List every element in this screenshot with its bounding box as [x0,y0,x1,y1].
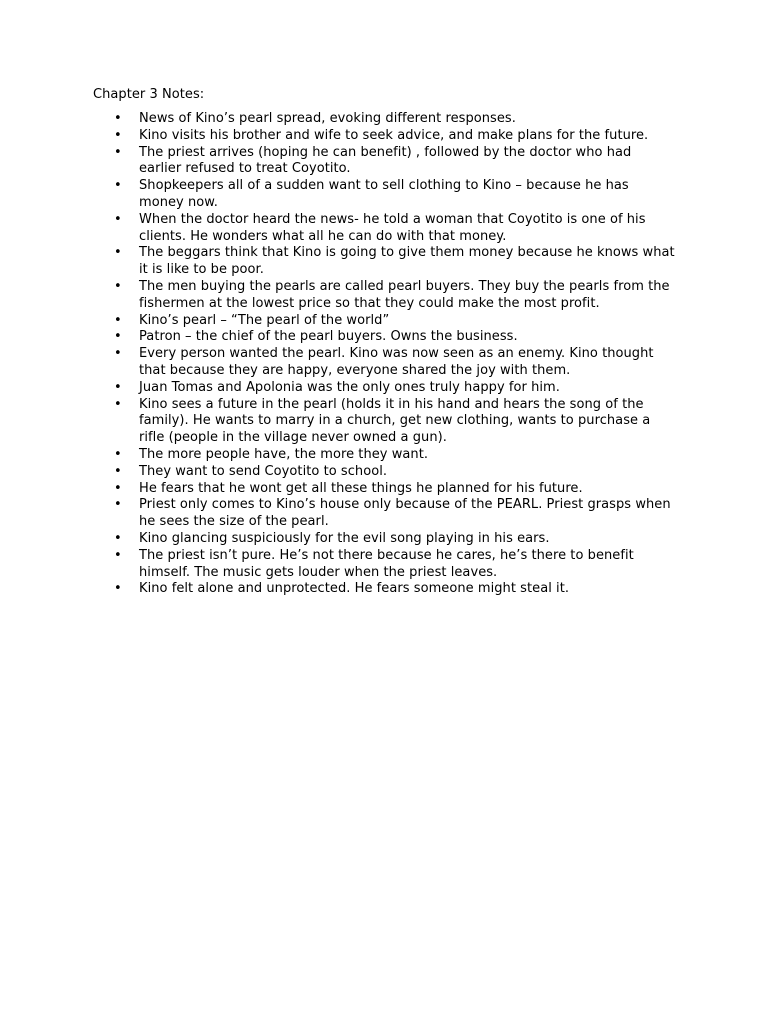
note-text: Kino sees a future in the pearl (holds it in his hand and hears the song of the family). He wants to marry in a church, get new clothing, wants to purchase a rifle (people in the village never owned a gun). [139,396,651,446]
page-title: Chapter 3 Notes: [93,87,205,102]
bullet-icon: • [114,329,122,345]
list-item [93,548,676,582]
list-item [93,145,676,179]
list-item [93,329,676,346]
list-item [93,178,676,212]
list-item [93,581,676,598]
note-text: The men buying the pearls are called pearl buyers. They buy the pearls from the fishermen at the lowest price so that they could make the most profit. [139,278,670,311]
note-text: The priest arrives (hoping he can benefit) , followed by the doctor who had earlier refused to treat Coyotito. [139,144,632,177]
bullet-icon: • [114,497,122,513]
list-item [93,464,676,481]
list-item [93,397,676,447]
bullet-icon: • [114,278,122,294]
list-item [93,346,676,380]
list-item [93,245,676,279]
bullet-icon: • [114,463,122,479]
list-item [93,111,676,128]
bullet-icon: • [114,446,122,462]
list-item [93,531,676,548]
note-text: The beggars think that Kino is going to give them money because he knows what it is like to be poor. [139,245,675,278]
note-text: Kino visits his brother and wife to seek advice, and make plans for the future. [139,127,649,143]
note-text: Kino’s pearl – “The pearl of the world” [139,312,390,328]
list-item [93,447,676,464]
list-item [93,497,676,531]
note-text: Every person wanted the pearl. Kino was now seen as an enemy. Kino thought that because they are happy, everyone shared the joy with them. [139,346,654,378]
bullet-icon: • [114,581,122,597]
note-text: Shopkeepers all of a sudden want to sell clothing to Kino – because he has money now. [139,178,629,210]
note-text: They want to send Coyotito to school. [139,463,388,479]
list-item [93,279,676,313]
bullet-icon: • [114,245,122,261]
notes-list [93,111,693,598]
bullet-icon: • [114,211,122,227]
note-text: News of Kino’s pearl spread, evoking different responses. [139,111,516,126]
bullet-icon: • [114,530,122,546]
list-item [93,380,676,397]
list-item [93,313,676,330]
note-text: Priest only comes to Kino’s house only because of the PEARL. Priest grasps when he sees the size of the pearl. [139,497,671,530]
bullet-icon: • [114,127,122,143]
bullet-icon: • [114,312,122,328]
note-text: Kino glancing suspiciously for the evil song playing in his ears. [139,530,550,546]
note-text: Juan Tomas and Apolonia was the only ones truly happy for him. [139,379,560,395]
note-text: The priest isn’t pure. He’s not there because he cares, he’s there to benefit himself. The music gets louder when the priest leaves. [139,547,634,580]
bullet-icon: • [114,547,122,563]
bullet-icon: • [114,111,122,126]
document-page [93,86,693,598]
bullet-icon: • [114,396,122,412]
bullet-icon: • [114,144,122,160]
bullet-icon: • [114,346,122,362]
note-text: Kino felt alone and unprotected. He fears someone might steal it. [139,581,570,597]
note-text: The more people have, the more they want. [139,446,429,462]
bullet-icon: • [114,480,122,496]
list-item [93,128,676,145]
list-item [93,212,676,246]
list-item [93,481,676,498]
note-text: When the doctor heard the news- he told a woman that Coyotito is one of his clients. He wonders what all he can do with that money. [139,211,646,244]
bullet-icon: • [114,379,122,395]
note-text: Patron – the chief of the pearl buyers. Owns the business. [139,329,518,345]
note-text: He fears that he wont get all these things he planned for his future. [139,480,583,496]
bullet-icon: • [114,178,122,194]
